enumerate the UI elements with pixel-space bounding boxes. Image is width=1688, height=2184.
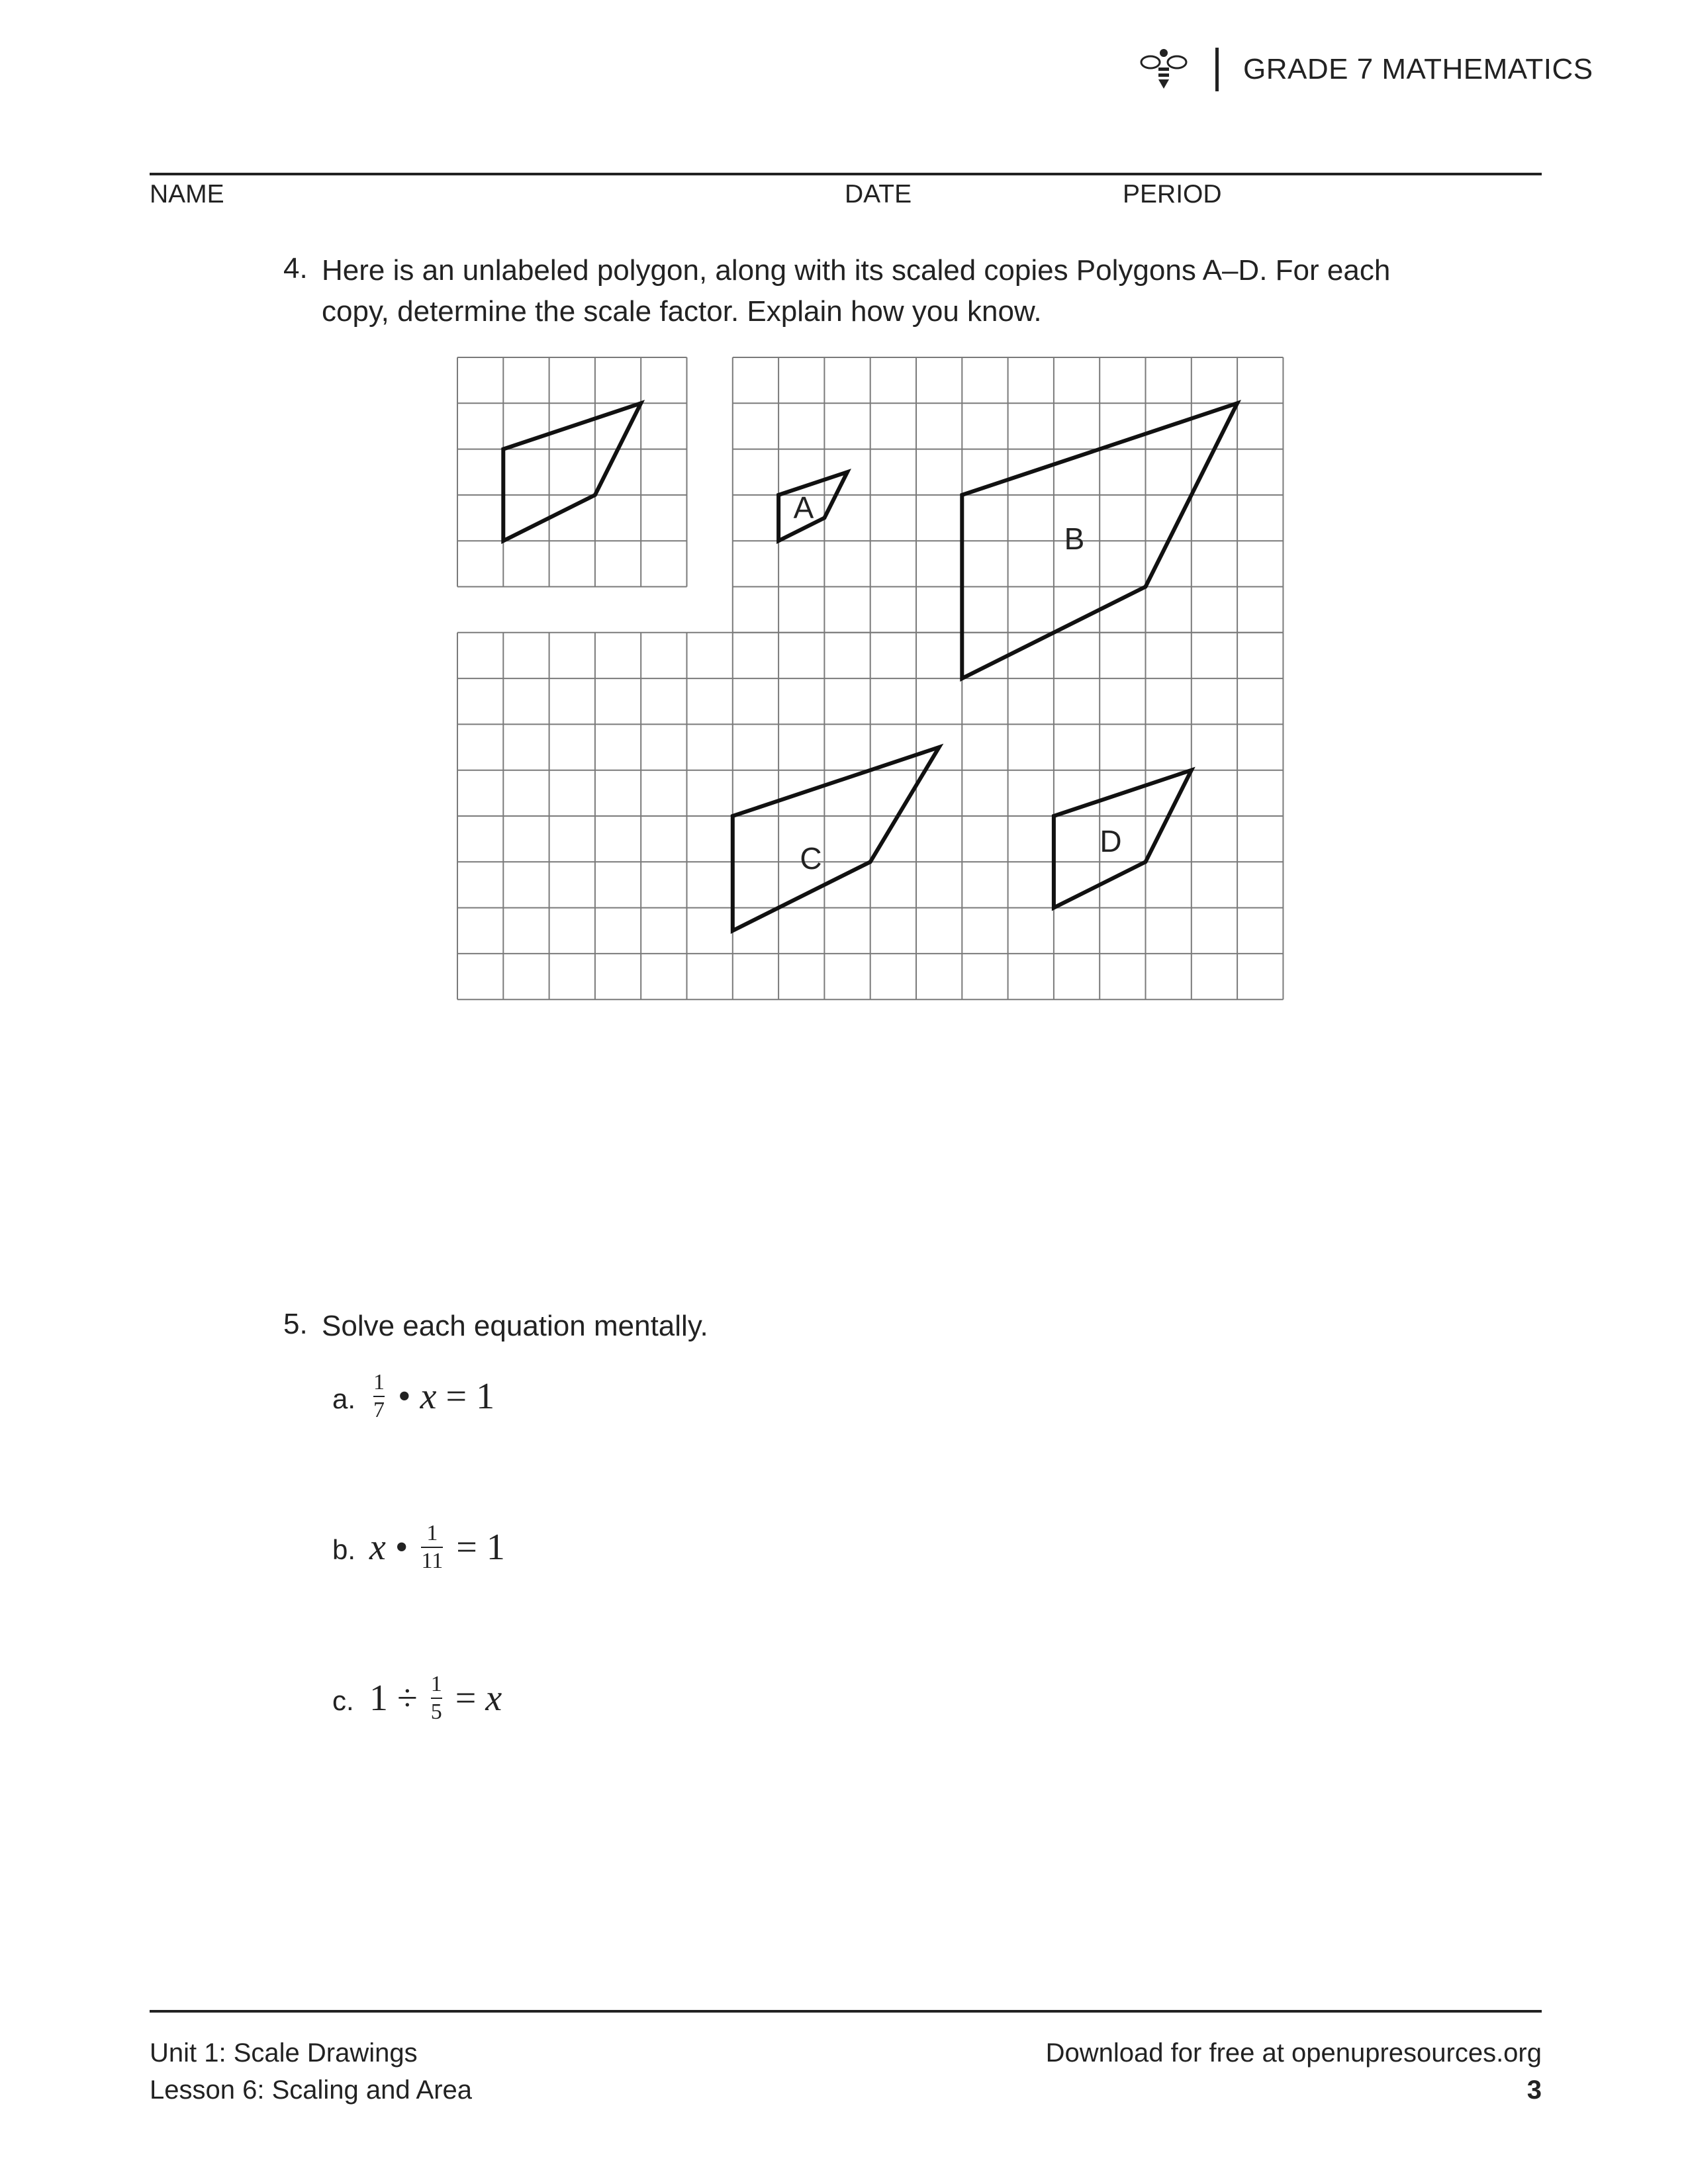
- equation-rhs: 1: [486, 1527, 505, 1568]
- part-b-label: b.: [332, 1534, 356, 1565]
- variable-x: x: [369, 1527, 386, 1568]
- fraction-numerator: 1: [373, 1370, 385, 1394]
- footer-lesson: Lesson 6: Scaling and Area: [150, 2075, 473, 2105]
- fraction-1-11: [421, 1522, 443, 1572]
- fraction-denominator: 11: [421, 1549, 444, 1573]
- page-number: 3: [1526, 2075, 1542, 2105]
- equals-sign: =: [455, 1678, 477, 1719]
- divide-operator: ÷: [397, 1678, 418, 1719]
- equals-sign: =: [445, 1376, 467, 1417]
- equals-sign: =: [456, 1527, 477, 1568]
- fraction-1-5: [431, 1673, 442, 1723]
- footer-rule: [150, 2010, 1542, 2013]
- polygon-a-label: A: [793, 490, 814, 525]
- equation-a: [369, 1371, 494, 1422]
- polygon-b-label: B: [1064, 522, 1085, 556]
- polygon-c-label: C: [800, 841, 822, 876]
- part-a-label: a.: [332, 1383, 356, 1414]
- polygon-d: [1054, 770, 1192, 908]
- footer-download-link[interactable]: Download for free at openupresources.org: [1045, 2038, 1542, 2068]
- period-label: PERIOD: [1123, 180, 1222, 208]
- question-5-number: 5.: [283, 1308, 308, 1340]
- question-5-text: Solve each equation mentally.: [322, 1310, 708, 1342]
- variable-x: x: [485, 1678, 502, 1719]
- polygon-c: [733, 747, 939, 931]
- fraction-denominator: 5: [430, 1700, 442, 1724]
- multiply-operator: •: [395, 1527, 408, 1568]
- original-polygon: [503, 403, 641, 541]
- equation-b: [369, 1522, 505, 1572]
- fraction-denominator: 7: [373, 1398, 385, 1422]
- equation-rhs: 1: [476, 1376, 495, 1417]
- question-4-text: Here is an unlabeled polygon, along with its scaled copies Polygons A–D. For each copy, determine the scale factor. Explain how you know.: [322, 254, 1391, 328]
- polygon-d-label: D: [1100, 824, 1122, 858]
- fraction-1-7: [373, 1371, 385, 1422]
- equation-lhs: 1: [369, 1678, 388, 1719]
- question-4-number: 4.: [283, 252, 308, 285]
- variable-x: x: [420, 1376, 437, 1417]
- part-c-label: c.: [332, 1685, 354, 1716]
- equation-c: [369, 1673, 502, 1723]
- name-label: NAME: [150, 180, 224, 208]
- fraction-numerator: 1: [426, 1521, 438, 1545]
- date-label: DATE: [845, 180, 912, 208]
- footer-unit: Unit 1: Scale Drawings: [150, 2038, 418, 2068]
- grade-label: GRADE 7 MATHEMATICS: [1243, 53, 1593, 85]
- multiply-operator: •: [398, 1376, 411, 1417]
- fraction-numerator: 1: [430, 1672, 442, 1696]
